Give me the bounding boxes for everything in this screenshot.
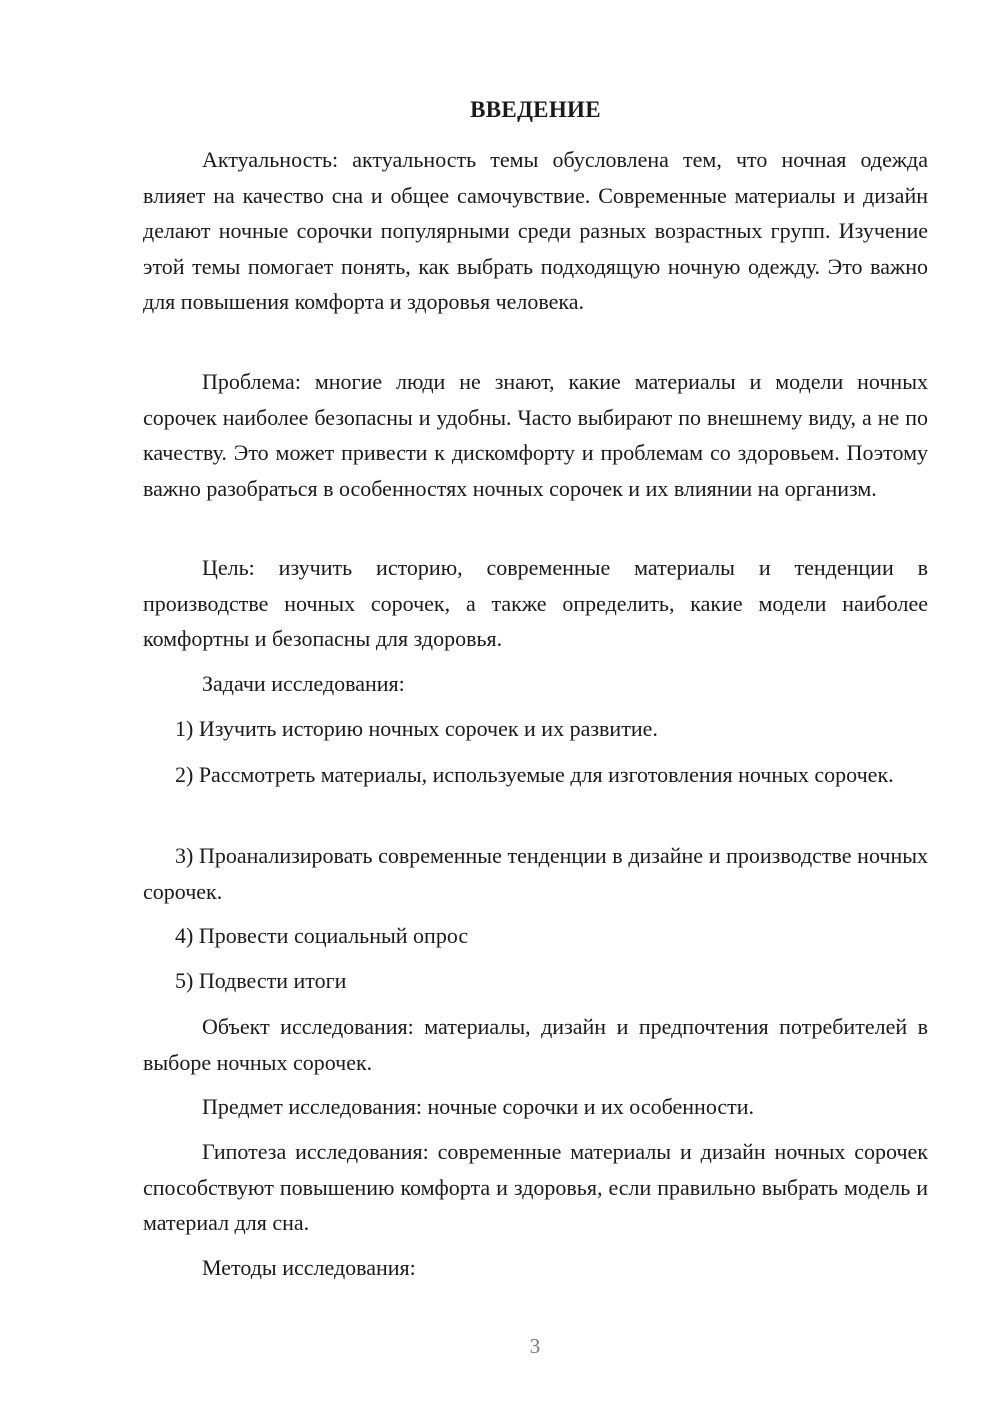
- task-item-2: 2) Рассмотреть материалы, используемые для изготовления ночных сорочек.: [175, 762, 894, 787]
- paragraph-subject: Предмет исследования: ночные сорочки и их особенности.: [202, 1094, 755, 1119]
- task-item-1: 1) Изучить историю ночных сорочек и их развитие.: [175, 716, 658, 741]
- page-number: 3: [529, 1334, 541, 1358]
- paragraph-relevance: Актуальность: актуальность темы обусловлена тем, что ночная одежда влияет на качество сна и общее самочувствие. Современные материалы и дизайн делают ночные сорочки популярными среди разных возрастных групп. Изучение этой темы помогает понять, как выбрать подходящую ночную одежду. Это важно для повышения комфорта и здоровья человека.: [143, 147, 928, 314]
- paragraph-hypothesis: Гипотеза исследования: современные материалы и дизайн ночных сорочек способствуют повышению комфорта и здоровья, если правильно выбрать модель и материал для сна.: [143, 1139, 928, 1235]
- task-item-3: 3) Проанализировать современные тенденции в дизайне и производстве ночных сорочек.: [143, 843, 928, 904]
- page-title: ВВЕДЕНИЕ: [470, 97, 601, 122]
- task-item-5: 5) Подвести итоги: [175, 968, 347, 993]
- paragraph-object: Объект исследования: материалы, дизайн и предпочтения потребителей в выборе ночных сорочек.: [143, 1014, 928, 1075]
- paragraph-problem: Проблема: многие люди не знают, какие материалы и модели ночных сорочек наиболее безопасны и удобны. Часто выбирают по внешнему виду, а не по качеству. Это может привести к дискомфорту и проблемам со здоровьем. Поэтому важно разобраться в особенностях ночных сорочек и их влиянии на организм.: [143, 369, 928, 501]
- methods-heading: Методы исследования:: [202, 1255, 416, 1280]
- paragraph-goal: Цель: изучить историю, современные материалы и тенденции в производстве ночных сорочек, а также определить, какие модели наиболее комфортны и безопасны для здоровья.: [143, 555, 928, 651]
- task-item-4: 4) Провести социальный опрос: [175, 923, 469, 948]
- tasks-heading: Задачи исследования:: [202, 671, 405, 696]
